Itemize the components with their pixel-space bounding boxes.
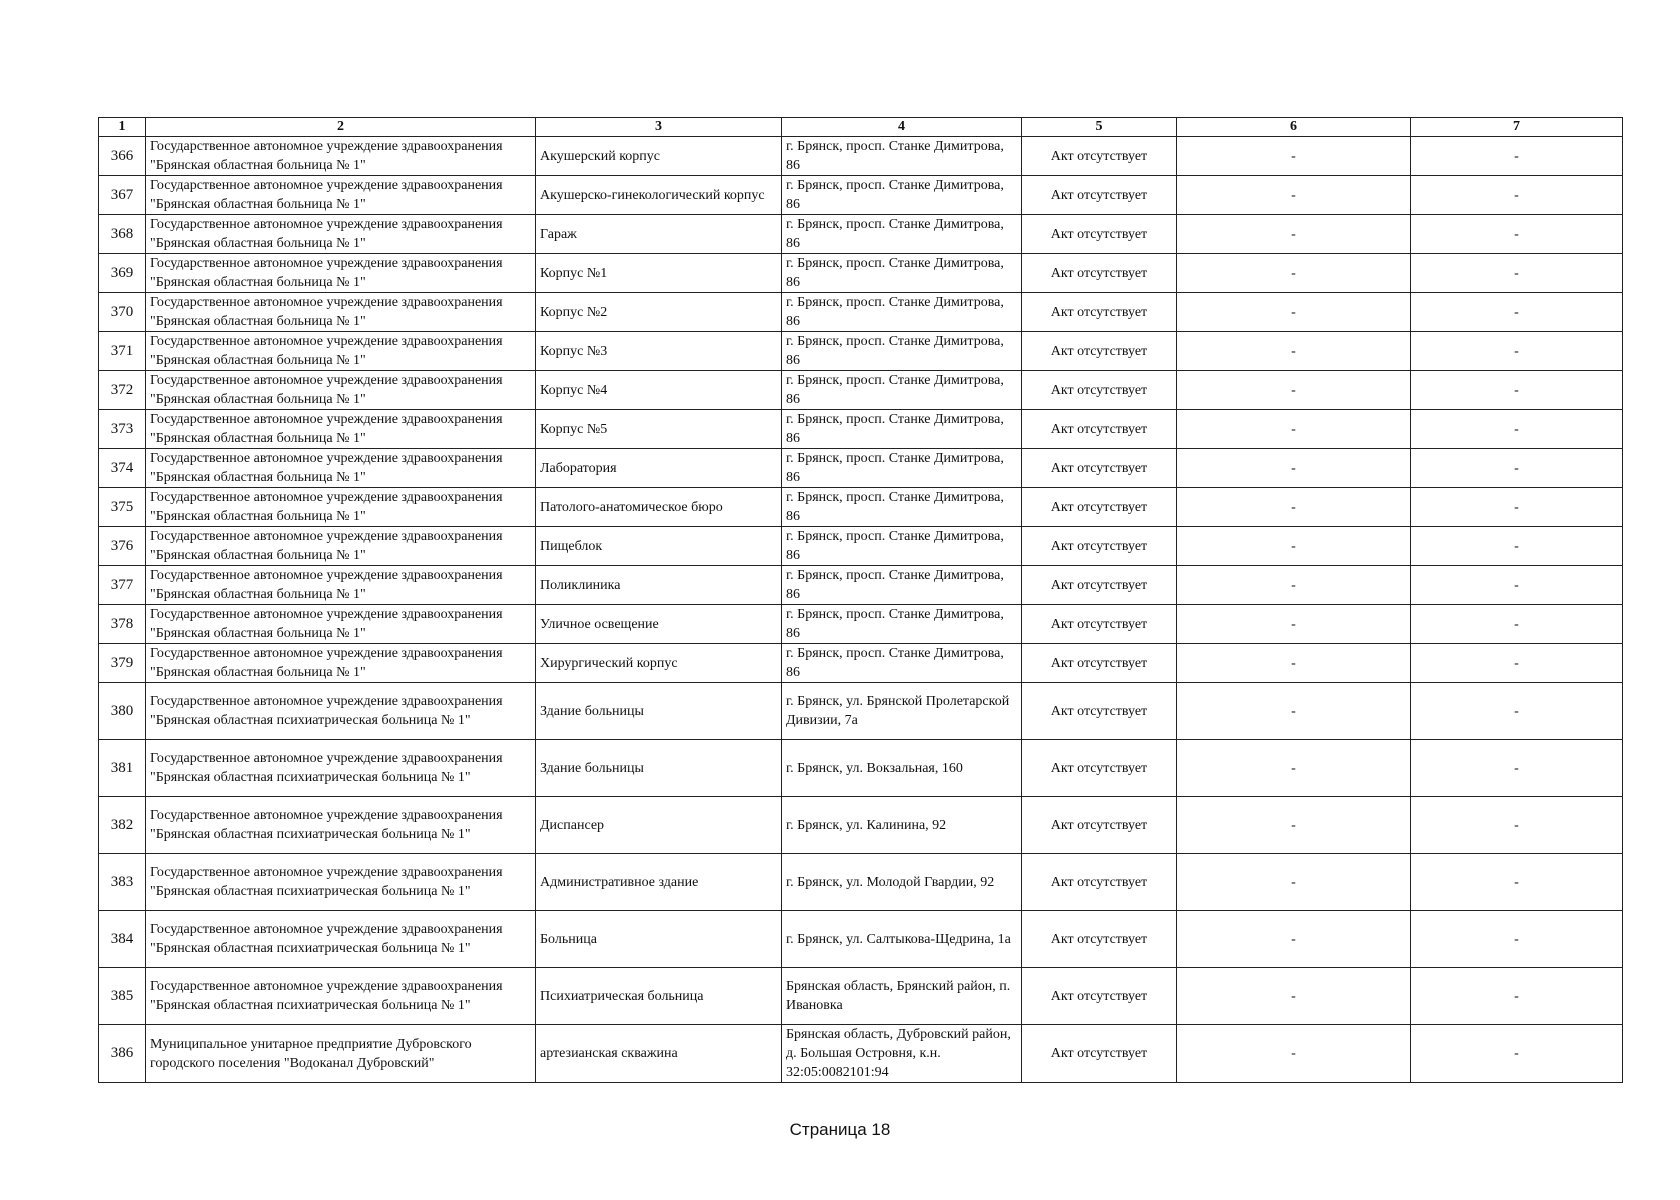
column-7-value: - (1411, 488, 1623, 527)
object-name: Акушерско-гинекологический корпус (536, 176, 782, 215)
column-header-3: 3 (536, 118, 782, 137)
act-status: Акт отсутствует (1022, 449, 1177, 488)
act-status: Акт отсутствует (1022, 740, 1177, 797)
column-header-6: 6 (1177, 118, 1411, 137)
table-header-row (99, 118, 1623, 137)
object-name: Корпус №4 (536, 371, 782, 410)
page-number: Страница 18 (789, 1120, 891, 1139)
organization-name: Государственное автономное учреждение здравоохранения "Брянская областная больница № 1" (146, 527, 536, 566)
column-6-value: - (1177, 797, 1411, 854)
column-7-value: - (1411, 371, 1623, 410)
table-row (99, 911, 1623, 968)
column-header-7: 7 (1411, 118, 1623, 137)
column-7-value: - (1411, 1025, 1623, 1083)
object-address: г. Брянск, просп. Станке Димитрова, 86 (782, 566, 1022, 605)
column-6-value: - (1177, 968, 1411, 1025)
table-row (99, 410, 1623, 449)
column-7-value: - (1411, 968, 1623, 1025)
table-row (99, 527, 1623, 566)
table-row (99, 605, 1623, 644)
object-address: г. Брянск, просп. Станке Димитрова, 86 (782, 137, 1022, 176)
column-6-value: - (1177, 371, 1411, 410)
object-address: г. Брянск, просп. Станке Димитрова, 86 (782, 254, 1022, 293)
object-name: Лаборатория (536, 449, 782, 488)
column-6-value: - (1177, 293, 1411, 332)
object-address: г. Брянск, ул. Молодой Гвардии, 92 (782, 854, 1022, 911)
object-name: Здание больницы (536, 740, 782, 797)
column-6-value: - (1177, 527, 1411, 566)
column-7-value: - (1411, 740, 1623, 797)
organization-name: Государственное автономное учреждение здравоохранения "Брянская областная больница № 1" (146, 137, 536, 176)
object-name: Психиатрическая больница (536, 968, 782, 1025)
table-row (99, 740, 1623, 797)
object-address: г. Брянск, ул. Калинина, 92 (782, 797, 1022, 854)
act-status: Акт отсутствует (1022, 410, 1177, 449)
row-number: 367 (99, 176, 146, 215)
table-row (99, 293, 1623, 332)
column-header-2: 2 (146, 118, 536, 137)
row-number: 368 (99, 215, 146, 254)
act-status: Акт отсутствует (1022, 332, 1177, 371)
row-number: 371 (99, 332, 146, 371)
object-name: Здание больницы (536, 683, 782, 740)
object-name: Корпус №1 (536, 254, 782, 293)
act-status: Акт отсутствует (1022, 371, 1177, 410)
object-name: Акушерский корпус (536, 137, 782, 176)
column-6-value: - (1177, 740, 1411, 797)
row-number: 383 (99, 854, 146, 911)
column-7-value: - (1411, 254, 1623, 293)
organization-name: Государственное автономное учреждение здравоохранения "Брянская областная психиатрическая больница № 1" (146, 740, 536, 797)
column-header-5: 5 (1022, 118, 1177, 137)
act-status: Акт отсутствует (1022, 176, 1177, 215)
object-address: г. Брянск, ул. Салтыкова-Щедрина, 1а (782, 911, 1022, 968)
table-row (99, 254, 1623, 293)
object-address: г. Брянск, просп. Станке Димитрова, 86 (782, 215, 1022, 254)
column-6-value: - (1177, 1025, 1411, 1083)
table-row (99, 371, 1623, 410)
table-row (99, 1025, 1623, 1083)
column-7-value: - (1411, 410, 1623, 449)
object-address: г. Брянск, просп. Станке Димитрова, 86 (782, 371, 1022, 410)
column-header-4: 4 (782, 118, 1022, 137)
object-name: Хирургический корпус (536, 644, 782, 683)
table-row (99, 176, 1623, 215)
object-address: г. Брянск, просп. Станке Димитрова, 86 (782, 527, 1022, 566)
act-status: Акт отсутствует (1022, 797, 1177, 854)
table-row (99, 449, 1623, 488)
column-7-value: - (1411, 527, 1623, 566)
column-6-value: - (1177, 911, 1411, 968)
column-7-value: - (1411, 644, 1623, 683)
row-number: 382 (99, 797, 146, 854)
column-7-value: - (1411, 449, 1623, 488)
table-row (99, 854, 1623, 911)
object-name: Корпус №5 (536, 410, 782, 449)
object-name: Поликлиника (536, 566, 782, 605)
column-6-value: - (1177, 854, 1411, 911)
table-row (99, 683, 1623, 740)
act-status: Акт отсутствует (1022, 854, 1177, 911)
object-address: г. Брянск, просп. Станке Димитрова, 86 (782, 644, 1022, 683)
column-6-value: - (1177, 254, 1411, 293)
act-status: Акт отсутствует (1022, 968, 1177, 1025)
table-row (99, 797, 1623, 854)
row-number: 381 (99, 740, 146, 797)
object-address: Брянская область, Брянский район, п. Ивановка (782, 968, 1022, 1025)
column-6-value: - (1177, 332, 1411, 371)
organization-name: Государственное автономное учреждение здравоохранения "Брянская областная больница № 1" (146, 644, 536, 683)
column-7-value: - (1411, 176, 1623, 215)
row-number: 379 (99, 644, 146, 683)
organization-name: Государственное автономное учреждение здравоохранения "Брянская областная психиатрическая больница № 1" (146, 797, 536, 854)
row-number: 380 (99, 683, 146, 740)
act-status: Акт отсутствует (1022, 215, 1177, 254)
column-6-value: - (1177, 176, 1411, 215)
object-address: г. Брянск, просп. Станке Димитрова, 86 (782, 488, 1022, 527)
act-status: Акт отсутствует (1022, 137, 1177, 176)
object-name: Пищеблок (536, 527, 782, 566)
organization-name: Муниципальное унитарное предприятие Дубровского городского поселения "Водоканал Дубровский" (146, 1025, 536, 1083)
row-number: 375 (99, 488, 146, 527)
row-number: 374 (99, 449, 146, 488)
column-6-value: - (1177, 605, 1411, 644)
column-7-value: - (1411, 683, 1623, 740)
object-address: г. Брянск, просп. Станке Димитрова, 86 (782, 176, 1022, 215)
column-7-value: - (1411, 605, 1623, 644)
column-6-value: - (1177, 410, 1411, 449)
row-number: 385 (99, 968, 146, 1025)
column-7-value: - (1411, 293, 1623, 332)
column-7-value: - (1411, 332, 1623, 371)
organization-name: Государственное автономное учреждение здравоохранения "Брянская областная психиатрическая больница № 1" (146, 854, 536, 911)
column-6-value: - (1177, 644, 1411, 683)
object-address: г. Брянск, ул. Вокзальная, 160 (782, 740, 1022, 797)
organization-name: Государственное автономное учреждение здравоохранения "Брянская областная психиатрическая больница № 1" (146, 683, 536, 740)
object-address: г. Брянск, просп. Станке Димитрова, 86 (782, 332, 1022, 371)
act-status: Акт отсутствует (1022, 566, 1177, 605)
object-name: Больница (536, 911, 782, 968)
column-6-value: - (1177, 488, 1411, 527)
row-number: 366 (99, 137, 146, 176)
column-7-value: - (1411, 854, 1623, 911)
organization-name: Государственное автономное учреждение здравоохранения "Брянская областная больница № 1" (146, 410, 536, 449)
organization-name: Государственное автономное учреждение здравоохранения "Брянская областная больница № 1" (146, 332, 536, 371)
organization-name: Государственное автономное учреждение здравоохранения "Брянская областная психиатрическая больница № 1" (146, 911, 536, 968)
act-status: Акт отсутствует (1022, 605, 1177, 644)
organization-name: Государственное автономное учреждение здравоохранения "Брянская областная больница № 1" (146, 449, 536, 488)
table-row (99, 332, 1623, 371)
organization-name: Государственное автономное учреждение здравоохранения "Брянская областная больница № 1" (146, 488, 536, 527)
act-status: Акт отсутствует (1022, 527, 1177, 566)
object-address: г. Брянск, просп. Станке Димитрова, 86 (782, 605, 1022, 644)
object-name: Административное здание (536, 854, 782, 911)
column-6-value: - (1177, 449, 1411, 488)
object-address: г. Брянск, ул. Брянской Пролетарской Дивизии, 7а (782, 683, 1022, 740)
row-number: 369 (99, 254, 146, 293)
column-6-value: - (1177, 215, 1411, 254)
column-header-1: 1 (99, 118, 146, 137)
object-name: Уличное освещение (536, 605, 782, 644)
registry-sheet (98, 117, 1622, 1083)
column-7-value: - (1411, 215, 1623, 254)
object-address: г. Брянск, просп. Станке Димитрова, 86 (782, 449, 1022, 488)
row-number: 373 (99, 410, 146, 449)
object-name: артезианская скважина (536, 1025, 782, 1083)
object-name: Диспансер (536, 797, 782, 854)
organization-name: Государственное автономное учреждение здравоохранения "Брянская областная больница № 1" (146, 176, 536, 215)
act-status: Акт отсутствует (1022, 683, 1177, 740)
table-row (99, 968, 1623, 1025)
object-address: Брянская область, Дубровский район, д. Большая Островня, к.н. 32:05:0082101:94 (782, 1025, 1022, 1083)
column-7-value: - (1411, 566, 1623, 605)
column-6-value: - (1177, 137, 1411, 176)
registry-table (98, 117, 1623, 1083)
act-status: Акт отсутствует (1022, 1025, 1177, 1083)
object-name: Патолого-анатомическое бюро (536, 488, 782, 527)
organization-name: Государственное автономное учреждение здравоохранения "Брянская областная больница № 1" (146, 605, 536, 644)
column-7-value: - (1411, 137, 1623, 176)
act-status: Акт отсутствует (1022, 293, 1177, 332)
row-number: 378 (99, 605, 146, 644)
object-name: Корпус №3 (536, 332, 782, 371)
object-name: Гараж (536, 215, 782, 254)
table-row (99, 215, 1623, 254)
organization-name: Государственное автономное учреждение здравоохранения "Брянская областная больница № 1" (146, 254, 536, 293)
column-6-value: - (1177, 683, 1411, 740)
column-7-value: - (1411, 911, 1623, 968)
column-6-value: - (1177, 566, 1411, 605)
organization-name: Государственное автономное учреждение здравоохранения "Брянская областная больница № 1" (146, 371, 536, 410)
object-address: г. Брянск, просп. Станке Димитрова, 86 (782, 293, 1022, 332)
act-status: Акт отсутствует (1022, 488, 1177, 527)
organization-name: Государственное автономное учреждение здравоохранения "Брянская областная психиатрическая больница № 1" (146, 968, 536, 1025)
organization-name: Государственное автономное учреждение здравоохранения "Брянская областная больница № 1" (146, 293, 536, 332)
table-row (99, 488, 1623, 527)
table-row (99, 644, 1623, 683)
row-number: 384 (99, 911, 146, 968)
row-number: 376 (99, 527, 146, 566)
table-row (99, 566, 1623, 605)
row-number: 370 (99, 293, 146, 332)
row-number: 372 (99, 371, 146, 410)
organization-name: Государственное автономное учреждение здравоохранения "Брянская областная больница № 1" (146, 566, 536, 605)
object-name: Корпус №2 (536, 293, 782, 332)
row-number: 386 (99, 1025, 146, 1083)
table-row (99, 137, 1623, 176)
object-address: г. Брянск, просп. Станке Димитрова, 86 (782, 410, 1022, 449)
act-status: Акт отсутствует (1022, 911, 1177, 968)
organization-name: Государственное автономное учреждение здравоохранения "Брянская областная больница № 1" (146, 215, 536, 254)
column-7-value: - (1411, 797, 1623, 854)
row-number: 377 (99, 566, 146, 605)
act-status: Акт отсутствует (1022, 644, 1177, 683)
act-status: Акт отсутствует (1022, 254, 1177, 293)
